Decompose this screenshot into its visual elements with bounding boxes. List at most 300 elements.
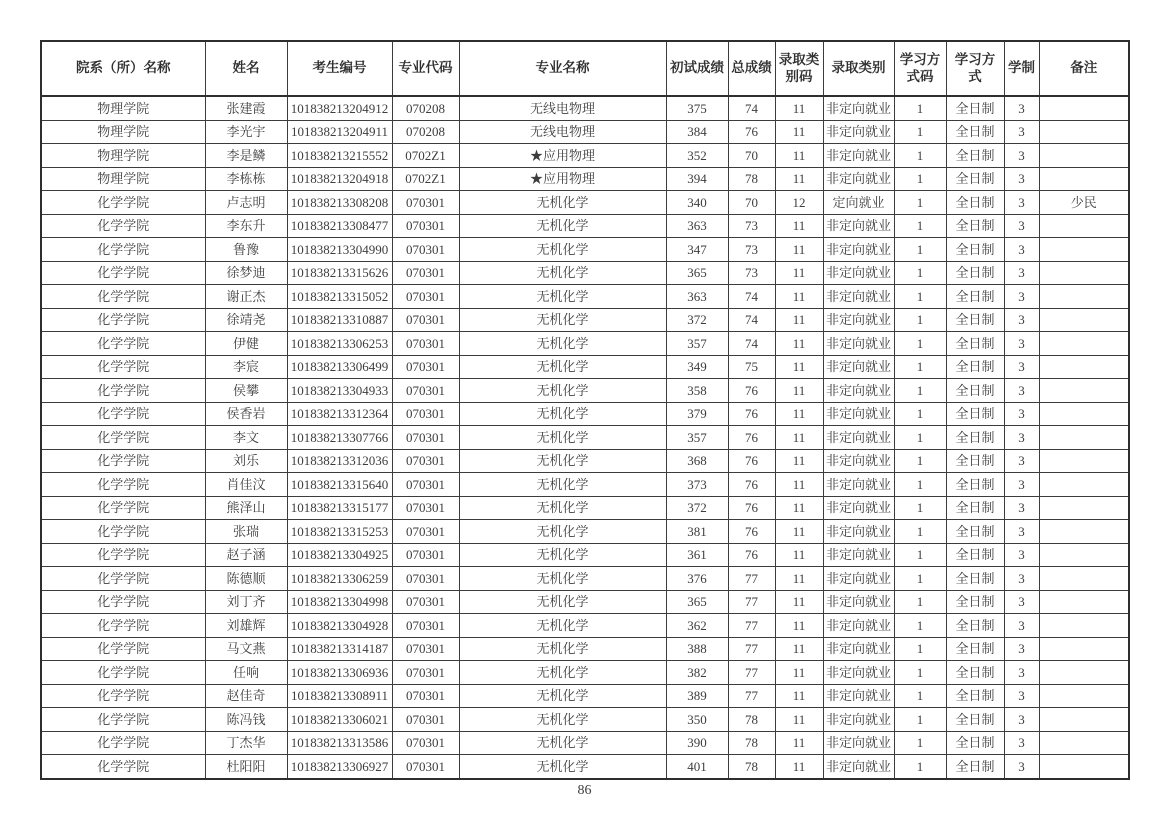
table-row <box>41 520 1129 544</box>
cell-study-mode-code: 1 <box>894 402 946 426</box>
cell-remark <box>1039 661 1129 685</box>
cell-study-mode: 全日制 <box>946 214 1004 238</box>
cell-duration: 3 <box>1004 567 1039 591</box>
cell-initial-score: 401 <box>666 755 728 779</box>
cell-major-code: 070301 <box>392 355 459 379</box>
cell-major-name: 无机化学 <box>459 567 666 591</box>
cell-remark <box>1039 120 1129 144</box>
cell-dept: 化学学院 <box>41 684 205 708</box>
cell-total-score: 78 <box>728 708 775 732</box>
cell-major-code: 070301 <box>392 614 459 638</box>
cell-major-name: 无机化学 <box>459 731 666 755</box>
cell-major-name: 无机化学 <box>459 426 666 450</box>
cell-dept: 物理学院 <box>41 144 205 168</box>
cell-total-score: 74 <box>728 96 775 120</box>
cell-major-name: 无机化学 <box>459 590 666 614</box>
table-row <box>41 590 1129 614</box>
cell-remark: 少民 <box>1039 191 1129 215</box>
cell-admission-type: 非定向就业 <box>823 355 894 379</box>
cell-study-mode: 全日制 <box>946 755 1004 779</box>
cell-admission-type: 非定向就业 <box>823 214 894 238</box>
cell-admission-type-code: 11 <box>775 402 823 426</box>
cell-name: 赵子涵 <box>205 543 287 567</box>
cell-major-code: 070301 <box>392 285 459 309</box>
table-row <box>41 355 1129 379</box>
cell-study-mode: 全日制 <box>946 285 1004 309</box>
cell-exam-id: 101838213315253 <box>287 520 392 544</box>
cell-study-mode-code: 1 <box>894 261 946 285</box>
cell-study-mode: 全日制 <box>946 614 1004 638</box>
cell-exam-id: 101838213312364 <box>287 402 392 426</box>
cell-major-name: 无机化学 <box>459 473 666 497</box>
cell-initial-score: 357 <box>666 332 728 356</box>
cell-initial-score: 350 <box>666 708 728 732</box>
cell-admission-type-code: 11 <box>775 214 823 238</box>
table-row <box>41 496 1129 520</box>
cell-admission-type-code: 11 <box>775 567 823 591</box>
cell-total-score: 73 <box>728 238 775 262</box>
col-header-major-name: 专业名称 <box>459 41 666 96</box>
cell-dept: 化学学院 <box>41 614 205 638</box>
cell-admission-type: 非定向就业 <box>823 708 894 732</box>
cell-initial-score: 384 <box>666 120 728 144</box>
cell-duration: 3 <box>1004 637 1039 661</box>
cell-admission-type: 非定向就业 <box>823 308 894 332</box>
cell-exam-id: 101838213306936 <box>287 661 392 685</box>
cell-dept: 化学学院 <box>41 567 205 591</box>
cell-remark <box>1039 332 1129 356</box>
cell-name: 肖佳汶 <box>205 473 287 497</box>
cell-study-mode: 全日制 <box>946 449 1004 473</box>
cell-admission-type: 定向就业 <box>823 191 894 215</box>
cell-total-score: 73 <box>728 214 775 238</box>
cell-duration: 3 <box>1004 285 1039 309</box>
cell-admission-type-code: 11 <box>775 637 823 661</box>
col-header-admission-type-code: 录取类别码 <box>775 41 823 96</box>
cell-total-score: 73 <box>728 261 775 285</box>
cell-remark <box>1039 520 1129 544</box>
cell-initial-score: 361 <box>666 543 728 567</box>
cell-exam-id: 101838213312036 <box>287 449 392 473</box>
cell-major-name: 无机化学 <box>459 684 666 708</box>
cell-major-code: 070301 <box>392 496 459 520</box>
cell-initial-score: 362 <box>666 614 728 638</box>
cell-name: 张建霞 <box>205 96 287 120</box>
cell-duration: 3 <box>1004 167 1039 191</box>
cell-initial-score: 358 <box>666 379 728 403</box>
cell-name: 刘乐 <box>205 449 287 473</box>
cell-admission-type: 非定向就业 <box>823 543 894 567</box>
cell-initial-score: 390 <box>666 731 728 755</box>
cell-exam-id: 101838213306927 <box>287 755 392 779</box>
table-row <box>41 684 1129 708</box>
cell-initial-score: 372 <box>666 308 728 332</box>
cell-name: 李宸 <box>205 355 287 379</box>
header-row <box>41 41 1129 96</box>
col-header-exam-id: 考生编号 <box>287 41 392 96</box>
cell-name: 马文燕 <box>205 637 287 661</box>
cell-initial-score: 388 <box>666 637 728 661</box>
cell-study-mode-code: 1 <box>894 285 946 309</box>
cell-admission-type: 非定向就业 <box>823 637 894 661</box>
cell-study-mode-code: 1 <box>894 308 946 332</box>
cell-major-code: 070301 <box>392 708 459 732</box>
cell-initial-score: 340 <box>666 191 728 215</box>
table-row <box>41 402 1129 426</box>
cell-study-mode-code: 1 <box>894 96 946 120</box>
cell-name: 丁杰华 <box>205 731 287 755</box>
cell-duration: 3 <box>1004 755 1039 779</box>
cell-exam-id: 101838213304925 <box>287 543 392 567</box>
cell-study-mode-code: 1 <box>894 637 946 661</box>
cell-total-score: 70 <box>728 144 775 168</box>
cell-study-mode-code: 1 <box>894 355 946 379</box>
cell-major-name: 无机化学 <box>459 191 666 215</box>
cell-admission-type: 非定向就业 <box>823 449 894 473</box>
cell-remark <box>1039 637 1129 661</box>
cell-admission-type-code: 11 <box>775 731 823 755</box>
cell-major-name: 无机化学 <box>459 285 666 309</box>
cell-admission-type: 非定向就业 <box>823 426 894 450</box>
cell-study-mode: 全日制 <box>946 731 1004 755</box>
cell-dept: 化学学院 <box>41 355 205 379</box>
cell-exam-id: 101838213307766 <box>287 426 392 450</box>
cell-major-code: 070301 <box>392 637 459 661</box>
table-row <box>41 120 1129 144</box>
cell-major-code: 070301 <box>392 308 459 332</box>
cell-study-mode-code: 1 <box>894 543 946 567</box>
cell-study-mode: 全日制 <box>946 520 1004 544</box>
cell-study-mode-code: 1 <box>894 661 946 685</box>
cell-name: 鲁豫 <box>205 238 287 262</box>
cell-admission-type-code: 11 <box>775 167 823 191</box>
col-header-initial-score: 初试成绩 <box>666 41 728 96</box>
cell-admission-type-code: 11 <box>775 238 823 262</box>
cell-major-name: 无机化学 <box>459 637 666 661</box>
cell-initial-score: 349 <box>666 355 728 379</box>
cell-exam-id: 101838213306259 <box>287 567 392 591</box>
cell-study-mode: 全日制 <box>946 567 1004 591</box>
cell-dept: 化学学院 <box>41 755 205 779</box>
cell-major-name: 无机化学 <box>459 755 666 779</box>
cell-major-name: ★应用物理 <box>459 144 666 168</box>
cell-remark <box>1039 308 1129 332</box>
table-body <box>41 96 1129 779</box>
col-header-duration: 学制 <box>1004 41 1039 96</box>
cell-admission-type-code: 11 <box>775 520 823 544</box>
cell-name: 刘丁齐 <box>205 590 287 614</box>
cell-admission-type-code: 11 <box>775 708 823 732</box>
cell-initial-score: 363 <box>666 285 728 309</box>
cell-exam-id: 101838213315626 <box>287 261 392 285</box>
cell-major-code: 0702Z1 <box>392 167 459 191</box>
cell-exam-id: 101838213304928 <box>287 614 392 638</box>
cell-dept: 化学学院 <box>41 214 205 238</box>
cell-admission-type: 非定向就业 <box>823 402 894 426</box>
cell-exam-id: 101838213310887 <box>287 308 392 332</box>
cell-initial-score: 372 <box>666 496 728 520</box>
cell-major-name: 无机化学 <box>459 355 666 379</box>
cell-major-name: ★应用物理 <box>459 167 666 191</box>
col-header-study-mode-code: 学习方式码 <box>894 41 946 96</box>
cell-admission-type-code: 11 <box>775 355 823 379</box>
cell-major-code: 070301 <box>392 684 459 708</box>
cell-study-mode-code: 1 <box>894 520 946 544</box>
cell-initial-score: 365 <box>666 261 728 285</box>
cell-duration: 3 <box>1004 402 1039 426</box>
cell-major-name: 无机化学 <box>459 402 666 426</box>
cell-admission-type: 非定向就业 <box>823 731 894 755</box>
cell-admission-type-code: 11 <box>775 285 823 309</box>
cell-study-mode-code: 1 <box>894 238 946 262</box>
cell-major-name: 无机化学 <box>459 238 666 262</box>
cell-major-code: 070301 <box>392 473 459 497</box>
cell-initial-score: 352 <box>666 144 728 168</box>
table-row <box>41 661 1129 685</box>
col-header-name: 姓名 <box>205 41 287 96</box>
cell-initial-score: 368 <box>666 449 728 473</box>
cell-major-code: 070301 <box>392 731 459 755</box>
cell-study-mode-code: 1 <box>894 449 946 473</box>
cell-admission-type: 非定向就业 <box>823 684 894 708</box>
cell-major-code: 070301 <box>392 379 459 403</box>
cell-dept: 化学学院 <box>41 426 205 450</box>
cell-initial-score: 382 <box>666 661 728 685</box>
cell-dept: 化学学院 <box>41 661 205 685</box>
col-header-dept: 院系（所）名称 <box>41 41 205 96</box>
cell-remark <box>1039 449 1129 473</box>
cell-major-name: 无机化学 <box>459 614 666 638</box>
cell-duration: 3 <box>1004 261 1039 285</box>
cell-admission-type: 非定向就业 <box>823 590 894 614</box>
cell-name: 刘雄辉 <box>205 614 287 638</box>
table-row <box>41 167 1129 191</box>
cell-admission-type: 非定向就业 <box>823 96 894 120</box>
cell-study-mode: 全日制 <box>946 167 1004 191</box>
cell-study-mode-code: 1 <box>894 473 946 497</box>
cell-duration: 3 <box>1004 496 1039 520</box>
cell-major-name: 无机化学 <box>459 708 666 732</box>
cell-exam-id: 101838213304998 <box>287 590 392 614</box>
cell-duration: 3 <box>1004 590 1039 614</box>
cell-admission-type: 非定向就业 <box>823 755 894 779</box>
cell-exam-id: 101838213314187 <box>287 637 392 661</box>
cell-exam-id: 101838213204912 <box>287 96 392 120</box>
cell-admission-type-code: 11 <box>775 449 823 473</box>
cell-name: 陈冯钱 <box>205 708 287 732</box>
cell-duration: 3 <box>1004 543 1039 567</box>
cell-duration: 3 <box>1004 308 1039 332</box>
cell-admission-type: 非定向就业 <box>823 520 894 544</box>
cell-major-name: 无机化学 <box>459 543 666 567</box>
cell-duration: 3 <box>1004 473 1039 497</box>
table-row <box>41 261 1129 285</box>
cell-study-mode: 全日制 <box>946 637 1004 661</box>
cell-exam-id: 101838213306253 <box>287 332 392 356</box>
cell-admission-type-code: 11 <box>775 590 823 614</box>
cell-name: 陈德顺 <box>205 567 287 591</box>
table-row <box>41 449 1129 473</box>
cell-admission-type-code: 11 <box>775 496 823 520</box>
cell-major-name: 无机化学 <box>459 308 666 332</box>
cell-name: 李东升 <box>205 214 287 238</box>
table-row <box>41 96 1129 120</box>
cell-duration: 3 <box>1004 355 1039 379</box>
cell-major-code: 070301 <box>392 191 459 215</box>
table-row <box>41 543 1129 567</box>
cell-study-mode: 全日制 <box>946 379 1004 403</box>
cell-exam-id: 101838213315640 <box>287 473 392 497</box>
cell-total-score: 76 <box>728 379 775 403</box>
cell-exam-id: 101838213304933 <box>287 379 392 403</box>
cell-admission-type: 非定向就业 <box>823 614 894 638</box>
cell-total-score: 77 <box>728 637 775 661</box>
cell-remark <box>1039 684 1129 708</box>
cell-major-code: 070301 <box>392 567 459 591</box>
cell-duration: 3 <box>1004 614 1039 638</box>
cell-total-score: 70 <box>728 191 775 215</box>
cell-name: 徐梦迪 <box>205 261 287 285</box>
cell-remark <box>1039 402 1129 426</box>
table-row <box>41 285 1129 309</box>
cell-study-mode-code: 1 <box>894 379 946 403</box>
cell-major-code: 0702Z1 <box>392 144 459 168</box>
cell-dept: 化学学院 <box>41 473 205 497</box>
cell-major-name: 无机化学 <box>459 379 666 403</box>
cell-study-mode: 全日制 <box>946 473 1004 497</box>
cell-dept: 化学学院 <box>41 731 205 755</box>
table-row <box>41 332 1129 356</box>
cell-study-mode-code: 1 <box>894 496 946 520</box>
cell-major-name: 无机化学 <box>459 661 666 685</box>
cell-exam-id: 101838213313586 <box>287 731 392 755</box>
cell-remark <box>1039 238 1129 262</box>
table-row <box>41 708 1129 732</box>
table-row <box>41 379 1129 403</box>
cell-study-mode: 全日制 <box>946 332 1004 356</box>
cell-admission-type: 非定向就业 <box>823 332 894 356</box>
cell-major-name: 无线电物理 <box>459 96 666 120</box>
cell-remark <box>1039 355 1129 379</box>
cell-name: 徐靖尧 <box>205 308 287 332</box>
cell-dept: 化学学院 <box>41 496 205 520</box>
cell-study-mode: 全日制 <box>946 590 1004 614</box>
cell-study-mode: 全日制 <box>946 426 1004 450</box>
cell-name: 李文 <box>205 426 287 450</box>
cell-study-mode-code: 1 <box>894 708 946 732</box>
cell-dept: 化学学院 <box>41 708 205 732</box>
cell-dept: 化学学院 <box>41 191 205 215</box>
cell-name: 伊健 <box>205 332 287 356</box>
col-header-admission-type: 录取类别 <box>823 41 894 96</box>
cell-admission-type: 非定向就业 <box>823 238 894 262</box>
cell-admission-type: 非定向就业 <box>823 567 894 591</box>
cell-major-code: 070208 <box>392 96 459 120</box>
cell-name: 侯攀 <box>205 379 287 403</box>
cell-total-score: 77 <box>728 567 775 591</box>
cell-admission-type: 非定向就业 <box>823 167 894 191</box>
cell-admission-type-code: 11 <box>775 332 823 356</box>
cell-major-code: 070301 <box>392 520 459 544</box>
cell-study-mode: 全日制 <box>946 661 1004 685</box>
col-header-total-score: 总成绩 <box>728 41 775 96</box>
cell-study-mode-code: 1 <box>894 214 946 238</box>
cell-initial-score: 375 <box>666 96 728 120</box>
cell-study-mode: 全日制 <box>946 144 1004 168</box>
cell-initial-score: 363 <box>666 214 728 238</box>
cell-exam-id: 101838213215552 <box>287 144 392 168</box>
cell-major-code: 070208 <box>392 120 459 144</box>
cell-total-score: 75 <box>728 355 775 379</box>
cell-major-code: 070301 <box>392 426 459 450</box>
cell-total-score: 76 <box>728 449 775 473</box>
cell-initial-score: 381 <box>666 520 728 544</box>
cell-major-code: 070301 <box>392 261 459 285</box>
page-number: 86 <box>577 783 592 798</box>
col-header-study-mode: 学习方式 <box>946 41 1004 96</box>
cell-total-score: 76 <box>728 520 775 544</box>
cell-total-score: 76 <box>728 120 775 144</box>
cell-duration: 3 <box>1004 426 1039 450</box>
cell-major-name: 无机化学 <box>459 520 666 544</box>
cell-initial-score: 394 <box>666 167 728 191</box>
cell-dept: 化学学院 <box>41 590 205 614</box>
cell-initial-score: 389 <box>666 684 728 708</box>
cell-study-mode-code: 1 <box>894 567 946 591</box>
cell-dept: 化学学院 <box>41 379 205 403</box>
cell-study-mode-code: 1 <box>894 731 946 755</box>
cell-dept: 物理学院 <box>41 120 205 144</box>
cell-study-mode: 全日制 <box>946 238 1004 262</box>
cell-total-score: 74 <box>728 285 775 309</box>
cell-total-score: 78 <box>728 755 775 779</box>
cell-dept: 物理学院 <box>41 96 205 120</box>
cell-exam-id: 101838213204918 <box>287 167 392 191</box>
cell-major-code: 070301 <box>392 449 459 473</box>
cell-duration: 3 <box>1004 379 1039 403</box>
cell-major-name: 无线电物理 <box>459 120 666 144</box>
cell-exam-id: 101838213308208 <box>287 191 392 215</box>
cell-major-name: 无机化学 <box>459 496 666 520</box>
cell-study-mode: 全日制 <box>946 191 1004 215</box>
cell-duration: 3 <box>1004 144 1039 168</box>
cell-remark <box>1039 755 1129 779</box>
cell-study-mode-code: 1 <box>894 120 946 144</box>
cell-total-score: 74 <box>728 308 775 332</box>
col-header-major-code: 专业代码 <box>392 41 459 96</box>
cell-exam-id: 101838213306499 <box>287 355 392 379</box>
cell-remark <box>1039 543 1129 567</box>
cell-duration: 3 <box>1004 191 1039 215</box>
cell-exam-id: 101838213306021 <box>287 708 392 732</box>
cell-admission-type-code: 11 <box>775 120 823 144</box>
cell-admission-type-code: 11 <box>775 473 823 497</box>
cell-dept: 化学学院 <box>41 402 205 426</box>
cell-study-mode: 全日制 <box>946 543 1004 567</box>
cell-admission-type: 非定向就业 <box>823 496 894 520</box>
cell-remark <box>1039 96 1129 120</box>
cell-name: 侯香岩 <box>205 402 287 426</box>
col-header-remark: 备注 <box>1039 41 1129 96</box>
cell-study-mode-code: 1 <box>894 191 946 215</box>
cell-name: 张瑞 <box>205 520 287 544</box>
cell-remark <box>1039 614 1129 638</box>
cell-dept: 化学学院 <box>41 308 205 332</box>
cell-total-score: 76 <box>728 426 775 450</box>
cell-admission-type-code: 11 <box>775 661 823 685</box>
cell-admission-type-code: 11 <box>775 308 823 332</box>
cell-study-mode: 全日制 <box>946 496 1004 520</box>
